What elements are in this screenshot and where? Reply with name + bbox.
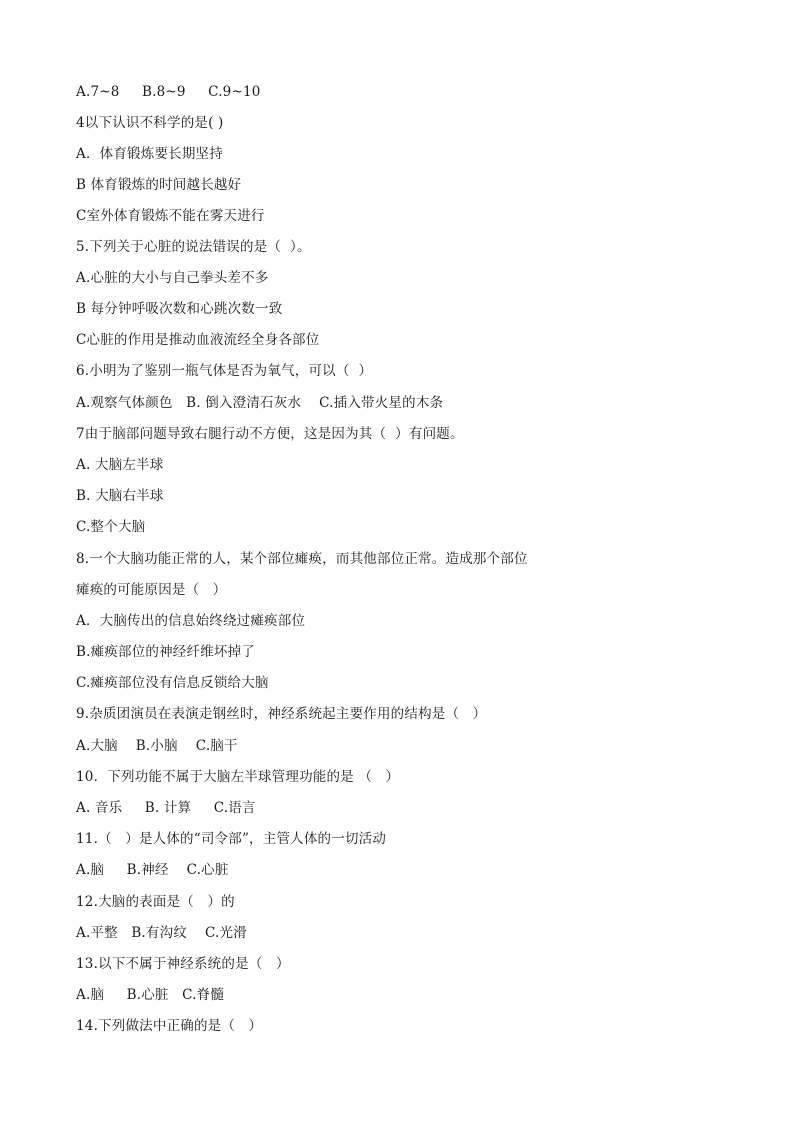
q12-options: A.平整 B.有沟纹 C.光滑	[76, 925, 247, 941]
q14-question: 14.下列做法中正确的是（ ）	[76, 1018, 263, 1034]
q5-option-b: B 每分钟呼吸次数和心跳次数一致	[76, 301, 283, 317]
q8-question-line-1: 8.一个大脑功能正常的人，某个部位瘫痪，而其他部位正常。造成那个部位	[76, 551, 528, 567]
q11-options: A.脑 B.神经 C.心脏	[76, 862, 229, 878]
q9-question: 9.杂质团演员在表演走钢丝时，神经系统起主要作用的结构是（ ）	[76, 706, 487, 722]
q7-option-a: A. 大脑左半球	[76, 457, 164, 473]
q7-question: 7由于脑部问题导致右腿行动不方便，这是因为其（ ）有问题。	[76, 426, 464, 442]
q4-option-c: C室外体育锻炼不能在雾天进行	[76, 208, 265, 224]
q3-options: A.7~8 B.8~9 C.9~10	[76, 84, 261, 100]
q5-question: 5.下列关于心脏的说法错误的是（ ）。	[76, 239, 311, 255]
q5-option-c: C心脏的作用是推动血液流经全身各部位	[76, 332, 320, 348]
q6-question: 6.小明为了鉴别一瓶气体是否为氧气，可以（ ）	[76, 363, 373, 379]
q12-question: 12.大脑的表面是（ ）的	[76, 894, 235, 910]
q9-options: A.大脑 B.小脑 C.脑干	[76, 738, 238, 754]
q8-option-a: A．大脑传出的信息始终绕过瘫痪部位	[76, 613, 306, 629]
q13-options: A.脑 B.心脏 C.脊髓	[76, 987, 225, 1003]
q7-option-b: B. 大脑右半球	[76, 488, 164, 504]
q10-options: A. 音乐 B. 计算 C.语言	[76, 800, 256, 816]
q6-options: A.观察气体颜色 B. 倒入澄清石灰水 C.插入带火星的木条	[76, 395, 444, 411]
q10-question: 10．下列功能不属于大脑左半球管理功能的是 （ ）	[76, 769, 400, 785]
q5-option-a: A.心脏的大小与自己拳头差不多	[76, 270, 269, 286]
q13-question: 13.以下不属于神经系统的是（ ）	[76, 956, 290, 972]
q7-option-c: C.整个大脑	[76, 519, 146, 535]
q8-option-b: B.瘫痪部位的神经纤维坏掉了	[76, 644, 256, 660]
q8-question-line-2: 瘫痪的可能原因是（ ）	[76, 582, 227, 598]
q4-question: 4以下认识不科学的是( )	[76, 115, 224, 131]
q11-question: 11.（ ）是人体的“司令部”，主管人体的一切活动	[76, 831, 387, 847]
q4-option-b: B 体育锻炼的时间越长越好	[76, 177, 242, 193]
q8-option-c: C.瘫痪部位没有信息反锁给大脑	[76, 675, 269, 691]
q4-option-a: A．体育锻炼要长期坚持	[76, 146, 223, 162]
